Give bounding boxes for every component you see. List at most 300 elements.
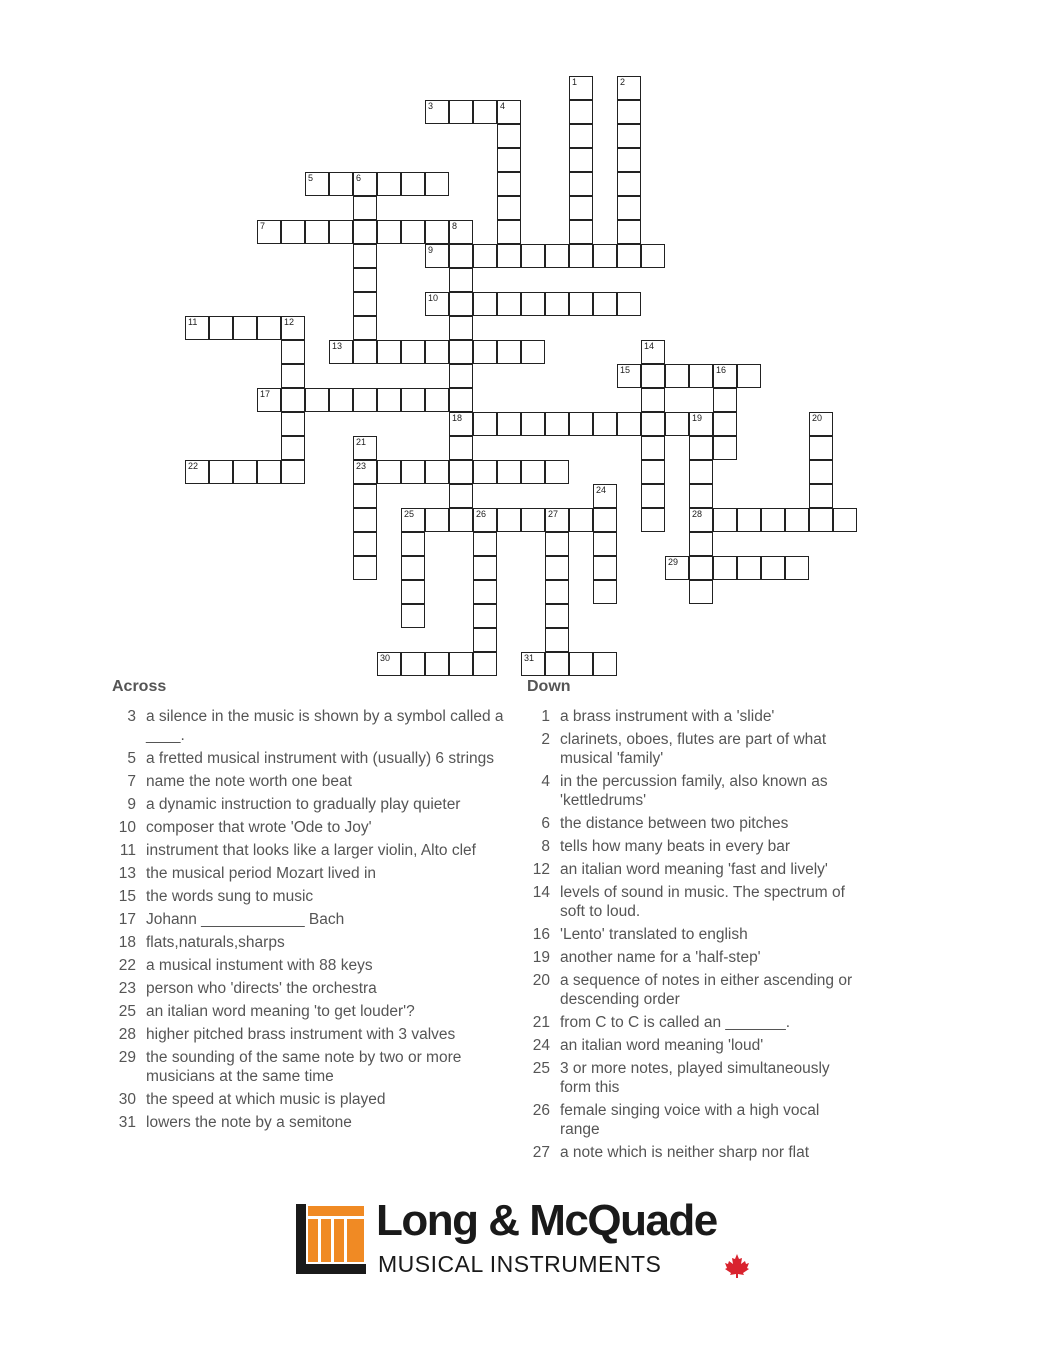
crossword-cell[interactable]	[449, 460, 473, 484]
crossword-cell[interactable]	[473, 508, 497, 532]
crossword-cell[interactable]	[545, 460, 569, 484]
crossword-cell[interactable]	[785, 508, 809, 532]
crossword-cell[interactable]	[473, 460, 497, 484]
crossword-cell[interactable]	[353, 196, 377, 220]
across-clue	[112, 864, 507, 883]
crossword-cell[interactable]	[449, 292, 473, 316]
down-clue	[526, 1101, 856, 1139]
crossword-cell[interactable]	[425, 100, 449, 124]
crossword-cell[interactable]	[401, 532, 425, 556]
crossword-cell[interactable]	[545, 604, 569, 628]
crossword-cell[interactable]	[449, 412, 473, 436]
crossword-cell[interactable]	[569, 508, 593, 532]
across-clue	[112, 1002, 507, 1021]
clue-number-label: 3	[428, 101, 434, 111]
crossword-cell[interactable]	[809, 412, 833, 436]
clue-number-label: 23	[356, 461, 367, 471]
crossword-cell[interactable]	[617, 148, 641, 172]
crossword-cell[interactable]	[641, 460, 665, 484]
crossword-cell[interactable]	[257, 388, 281, 412]
crossword-cell[interactable]	[545, 628, 569, 652]
clue-number-label: 24	[596, 485, 607, 495]
crossword-cell[interactable]	[569, 196, 593, 220]
crossword-cell[interactable]	[641, 484, 665, 508]
across-clue	[112, 772, 507, 791]
clue-number: 23	[118, 980, 136, 997]
across-clue	[112, 749, 507, 768]
crossword-cell[interactable]	[353, 172, 377, 196]
crossword-cell[interactable]	[617, 124, 641, 148]
crossword-cell[interactable]	[593, 580, 617, 604]
crossword-cell[interactable]	[809, 436, 833, 460]
crossword-cell[interactable]	[521, 340, 545, 364]
crossword-cell[interactable]	[497, 460, 521, 484]
clue-text: instrument that looks like a larger violin, Alto clef	[146, 842, 476, 859]
crossword-cell[interactable]	[617, 244, 641, 268]
crossword-cell[interactable]	[185, 316, 209, 340]
crossword-cell[interactable]	[281, 364, 305, 388]
crossword-cell[interactable]	[449, 316, 473, 340]
down-heading: Down	[527, 678, 571, 695]
clue-number-label: 11	[188, 317, 198, 327]
crossword-cell[interactable]	[353, 316, 377, 340]
clue-text: a brass instrument with a 'slide'	[560, 708, 775, 725]
clue-number: 3	[127, 708, 136, 725]
clue-number-label: 16	[716, 365, 727, 375]
clue-number-label: 29	[668, 557, 679, 567]
clue-text: 3 or more notes, played simultaneously form this	[560, 1060, 830, 1096]
clue-number: 4	[541, 773, 550, 790]
crossword-cell[interactable]	[401, 340, 425, 364]
crossword-cell[interactable]	[353, 268, 377, 292]
down-clue	[526, 1013, 856, 1032]
across-clue	[112, 979, 507, 998]
clue-text: from C to C is called an _______.	[560, 1014, 791, 1031]
crossword-cell[interactable]	[569, 220, 593, 244]
crossword-cell[interactable]	[329, 388, 353, 412]
crossword-cell[interactable]	[641, 388, 665, 412]
crossword-cell[interactable]	[425, 172, 449, 196]
clue-number: 28	[118, 1026, 136, 1043]
crossword-cell[interactable]	[353, 484, 377, 508]
clue-number-label: 1	[572, 77, 578, 87]
crossword-cell[interactable]	[641, 340, 665, 364]
clue-number: 5	[127, 750, 136, 767]
crossword-cell[interactable]	[617, 100, 641, 124]
crossword-cell[interactable]	[689, 556, 713, 580]
across-heading: Across	[112, 678, 167, 695]
crossword-cell[interactable]	[353, 508, 377, 532]
crossword-cell[interactable]	[281, 460, 305, 484]
crossword-cell[interactable]	[521, 652, 545, 676]
crossword-cell[interactable]	[569, 76, 593, 100]
crossword-cell[interactable]	[569, 100, 593, 124]
clue-number-label: 26	[476, 509, 487, 519]
crossword-cell[interactable]	[473, 100, 497, 124]
crossword-cell[interactable]	[545, 292, 569, 316]
crossword-cell[interactable]	[665, 364, 689, 388]
crossword-cell[interactable]	[281, 436, 305, 460]
crossword-cell[interactable]	[665, 412, 689, 436]
crossword-cell[interactable]	[497, 220, 521, 244]
clue-number-label: 15	[620, 365, 631, 375]
crossword-cell[interactable]	[761, 556, 785, 580]
crossword-cell[interactable]	[449, 100, 473, 124]
crossword-cell[interactable]	[593, 412, 617, 436]
maple-leaf-icon	[724, 1253, 750, 1279]
crossword-cell[interactable]	[401, 604, 425, 628]
crossword-cell[interactable]	[257, 460, 281, 484]
crossword-cell[interactable]	[281, 316, 305, 340]
clue-number-label: 20	[812, 413, 823, 423]
crossword-cell[interactable]	[449, 436, 473, 460]
clue-number-label: 8	[452, 221, 458, 231]
crossword-cell[interactable]	[545, 580, 569, 604]
crossword-cell[interactable]	[473, 244, 497, 268]
clue-number-label: 25	[404, 509, 415, 519]
crossword-cell[interactable]	[545, 532, 569, 556]
across-clue	[112, 1113, 507, 1132]
crossword-cell[interactable]	[545, 508, 569, 532]
clue-text: lowers the note by a semitone	[146, 1114, 352, 1131]
crossword-cell[interactable]	[281, 340, 305, 364]
clue-number: 20	[532, 972, 550, 989]
clue-number: 21	[532, 1014, 550, 1031]
crossword-cell[interactable]	[353, 244, 377, 268]
clue-number: 14	[532, 884, 550, 901]
clue-number-label: 22	[188, 461, 199, 471]
crossword-cell[interactable]	[497, 100, 521, 124]
clue-number: 10	[118, 819, 136, 836]
crossword-cell[interactable]	[521, 460, 545, 484]
crossword-cell[interactable]	[353, 556, 377, 580]
across-clue	[112, 818, 507, 837]
crossword-cell[interactable]	[569, 148, 593, 172]
crossword-cell[interactable]	[353, 220, 377, 244]
down-clue-list	[526, 707, 856, 1166]
crossword-cell[interactable]	[617, 292, 641, 316]
crossword-cell[interactable]	[593, 532, 617, 556]
crossword-cell[interactable]	[569, 412, 593, 436]
clue-number: 8	[541, 838, 550, 855]
crossword-cell[interactable]	[449, 244, 473, 268]
down-clue	[526, 837, 856, 856]
crossword-cell[interactable]	[497, 148, 521, 172]
crossword-cell[interactable]	[497, 412, 521, 436]
crossword-cell[interactable]	[689, 412, 713, 436]
clue-number: 13	[118, 865, 136, 882]
down-clue	[526, 1143, 856, 1162]
crossword-cell[interactable]	[713, 364, 737, 388]
crossword-cell[interactable]	[305, 388, 329, 412]
brand-subtitle: MUSICAL INSTRUMENTS	[378, 1251, 662, 1277]
crossword-cell[interactable]	[473, 292, 497, 316]
clue-text: levels of sound in music. The spectrum of soft to loud.	[560, 884, 845, 920]
crossword-cell[interactable]	[593, 244, 617, 268]
crossword-cell[interactable]	[281, 220, 305, 244]
clue-number-label: 18	[452, 413, 463, 423]
clue-text: flats,naturals,sharps	[146, 934, 285, 951]
crossword-cell[interactable]	[569, 172, 593, 196]
clue-number: 18	[118, 934, 136, 951]
clue-number-label: 5	[308, 173, 314, 183]
crossword-cell[interactable]	[833, 508, 857, 532]
crossword-cell[interactable]	[329, 220, 353, 244]
crossword-cell[interactable]	[713, 388, 737, 412]
crossword-cell[interactable]	[689, 484, 713, 508]
crossword-cell[interactable]	[521, 508, 545, 532]
clue-text: the words sung to music	[146, 888, 314, 905]
crossword-cell[interactable]	[449, 364, 473, 388]
crossword-cell[interactable]	[617, 220, 641, 244]
crossword-cell[interactable]	[401, 508, 425, 532]
clue-number: 2	[541, 731, 550, 748]
crossword-cell[interactable]	[425, 340, 449, 364]
crossword-cell[interactable]	[809, 484, 833, 508]
crossword-cell[interactable]	[377, 652, 401, 676]
clue-number: 27	[532, 1144, 550, 1161]
crossword-cell[interactable]	[329, 340, 353, 364]
across-clue	[112, 1048, 507, 1086]
crossword-cell[interactable]	[521, 292, 545, 316]
clue-text: a silence in the music is shown by a symbol called a ____.	[146, 708, 504, 744]
clue-number: 17	[118, 911, 136, 928]
crossword-cell[interactable]	[713, 508, 737, 532]
clue-number-label: 28	[692, 509, 703, 519]
crossword-cell[interactable]	[425, 244, 449, 268]
clue-number: 19	[532, 949, 550, 966]
down-clue	[526, 860, 856, 879]
crossword-cell[interactable]	[233, 460, 257, 484]
crossword-cell[interactable]	[689, 460, 713, 484]
clue-text: the musical period Mozart lived in	[146, 865, 377, 882]
down-clue	[526, 730, 856, 768]
crossword-cell[interactable]	[185, 460, 209, 484]
crossword-cell[interactable]	[353, 340, 377, 364]
clue-text: tells how many beats in every bar	[560, 838, 791, 855]
crossword-cell[interactable]	[617, 172, 641, 196]
crossword-cell[interactable]	[569, 244, 593, 268]
clue-number-label: 19	[692, 413, 703, 423]
clue-number: 31	[118, 1114, 136, 1131]
crossword-cell[interactable]	[641, 436, 665, 460]
crossword-cell[interactable]	[425, 508, 449, 532]
crossword-cell[interactable]	[401, 556, 425, 580]
crossword-cell[interactable]	[569, 124, 593, 148]
across-clue	[112, 841, 507, 860]
clue-number-label: 13	[332, 341, 343, 351]
across-clue	[112, 707, 507, 745]
crossword-cell[interactable]	[809, 460, 833, 484]
crossword-cell[interactable]	[593, 292, 617, 316]
clue-number-label: 31	[524, 653, 535, 663]
crossword-cell[interactable]	[353, 388, 377, 412]
crossword-cell[interactable]	[449, 340, 473, 364]
clue-text: the sounding of the same note by two or more musicians at the same time	[146, 1049, 462, 1085]
crossword-cell[interactable]	[641, 508, 665, 532]
crossword-cell[interactable]	[713, 556, 737, 580]
clue-number-label: 7	[260, 221, 266, 231]
crossword-cell[interactable]	[473, 532, 497, 556]
crossword-cell[interactable]	[641, 364, 665, 388]
crossword-cell[interactable]	[497, 508, 521, 532]
crossword-cell[interactable]	[497, 292, 521, 316]
crossword-cell[interactable]	[641, 412, 665, 436]
crossword-cell[interactable]	[593, 508, 617, 532]
crossword-cell[interactable]	[689, 364, 713, 388]
crossword-cell[interactable]	[401, 220, 425, 244]
across-clue	[112, 910, 507, 929]
crossword-cell[interactable]	[809, 508, 833, 532]
crossword-cell[interactable]	[401, 652, 425, 676]
crossword-cell[interactable]	[281, 412, 305, 436]
crossword-cell[interactable]	[545, 556, 569, 580]
crossword-cell[interactable]	[401, 580, 425, 604]
down-clue	[526, 925, 856, 944]
down-clue	[526, 1059, 856, 1097]
crossword-cell[interactable]	[425, 388, 449, 412]
crossword-cell[interactable]	[449, 268, 473, 292]
crossword-cell[interactable]	[473, 580, 497, 604]
crossword-cell[interactable]	[593, 556, 617, 580]
crossword-cell[interactable]	[569, 652, 593, 676]
crossword-cell[interactable]	[329, 172, 353, 196]
crossword-cell[interactable]	[689, 580, 713, 604]
crossword-cell[interactable]	[449, 220, 473, 244]
crossword-cell[interactable]	[545, 244, 569, 268]
crossword-cell[interactable]	[593, 484, 617, 508]
crossword-cell[interactable]	[641, 244, 665, 268]
crossword-cell[interactable]	[401, 388, 425, 412]
crossword-cell[interactable]	[497, 196, 521, 220]
crossword-cell[interactable]	[401, 460, 425, 484]
crossword-cell[interactable]	[737, 556, 761, 580]
crossword-cell[interactable]	[617, 364, 641, 388]
crossword-cell[interactable]	[377, 340, 401, 364]
clue-number-label: 27	[548, 509, 559, 519]
clue-number-label: 17	[260, 389, 271, 399]
crossword-cell[interactable]	[209, 316, 233, 340]
crossword-cell[interactable]	[305, 220, 329, 244]
clue-text: higher pitched brass instrument with 3 valves	[146, 1026, 456, 1043]
crossword-cell[interactable]	[689, 508, 713, 532]
crossword-cell[interactable]	[545, 412, 569, 436]
clue-text: 'Lento' translated to english	[560, 926, 748, 943]
crossword-cell[interactable]	[209, 460, 233, 484]
crossword-cell[interactable]	[449, 652, 473, 676]
crossword-cell[interactable]	[377, 460, 401, 484]
crossword-cell[interactable]	[617, 196, 641, 220]
crossword-cell[interactable]	[761, 508, 785, 532]
crossword-cell[interactable]	[353, 436, 377, 460]
crossword-cell[interactable]	[713, 412, 737, 436]
clue-text: name the note worth one beat	[146, 773, 352, 790]
crossword-cell[interactable]	[521, 412, 545, 436]
crossword-cell[interactable]	[473, 604, 497, 628]
crossword-cell[interactable]	[713, 436, 737, 460]
crossword-cell[interactable]	[497, 340, 521, 364]
down-clue	[526, 1036, 856, 1055]
clue-number: 7	[127, 773, 136, 790]
clue-number: 12	[532, 861, 550, 878]
across-clue	[112, 1025, 507, 1044]
crossword-cell[interactable]	[449, 508, 473, 532]
crossword-cell[interactable]	[449, 388, 473, 412]
crossword-cell[interactable]	[689, 532, 713, 556]
crossword-cell[interactable]	[497, 124, 521, 148]
crossword-cell[interactable]	[425, 652, 449, 676]
crossword-cell[interactable]	[785, 556, 809, 580]
clue-text: an italian word meaning 'fast and lively'	[560, 861, 828, 878]
crossword-cell[interactable]	[425, 460, 449, 484]
crossword-cell[interactable]	[665, 556, 689, 580]
crossword-cell[interactable]	[353, 292, 377, 316]
crossword-cell[interactable]	[617, 76, 641, 100]
crossword-cell[interactable]	[473, 340, 497, 364]
crossword-cell[interactable]	[257, 220, 281, 244]
crossword-cell[interactable]	[497, 172, 521, 196]
crossword-cell[interactable]	[497, 244, 521, 268]
clue-number: 30	[118, 1091, 136, 1108]
clue-number: 24	[532, 1037, 550, 1054]
crossword-cell[interactable]	[689, 436, 713, 460]
crossword-cell[interactable]	[377, 172, 401, 196]
crossword-cell[interactable]	[449, 484, 473, 508]
crossword-cell[interactable]	[545, 652, 569, 676]
clue-number: 22	[118, 957, 136, 974]
crossword-cell[interactable]	[281, 388, 305, 412]
crossword-cell[interactable]	[473, 628, 497, 652]
crossword-cell[interactable]	[425, 220, 449, 244]
down-clue	[526, 772, 856, 810]
crossword-cell[interactable]	[257, 316, 281, 340]
clue-number-label: 9	[428, 245, 434, 255]
clue-number-label: 2	[620, 77, 626, 87]
crossword-cell[interactable]	[401, 172, 425, 196]
clue-number-label: 14	[644, 341, 655, 351]
crossword-cell[interactable]	[569, 292, 593, 316]
crossword-cell[interactable]	[737, 508, 761, 532]
crossword-cell[interactable]	[305, 172, 329, 196]
crossword-cell[interactable]	[353, 532, 377, 556]
crossword-cell[interactable]	[425, 292, 449, 316]
crossword-cell[interactable]	[377, 388, 401, 412]
crossword-cell[interactable]	[353, 460, 377, 484]
across-clue	[112, 956, 507, 975]
clue-text: a fretted musical instrument with (usually) 6 strings	[146, 750, 495, 767]
clue-number: 16	[532, 926, 550, 943]
clue-text: a sequence of notes in either ascending or descending order	[560, 972, 853, 1008]
crossword-cell[interactable]	[473, 556, 497, 580]
clue-number: 6	[541, 815, 550, 832]
crossword-cell[interactable]	[737, 364, 761, 388]
crossword-cell[interactable]	[473, 652, 497, 676]
clue-number: 9	[127, 796, 136, 813]
crossword-cell[interactable]	[473, 412, 497, 436]
clue-number: 11	[119, 842, 136, 859]
crossword-cell[interactable]	[593, 652, 617, 676]
clue-text: the speed at which music is played	[146, 1091, 386, 1108]
across-clue	[112, 1090, 507, 1109]
crossword-cell[interactable]	[617, 412, 641, 436]
crossword-cell[interactable]	[521, 244, 545, 268]
down-clue	[526, 707, 856, 726]
clue-text: a dynamic instruction to gradually play quieter	[146, 796, 461, 813]
crossword-cell[interactable]	[377, 220, 401, 244]
crossword-cell[interactable]	[233, 316, 257, 340]
clue-number: 1	[541, 708, 550, 725]
clue-number: 29	[118, 1049, 136, 1066]
